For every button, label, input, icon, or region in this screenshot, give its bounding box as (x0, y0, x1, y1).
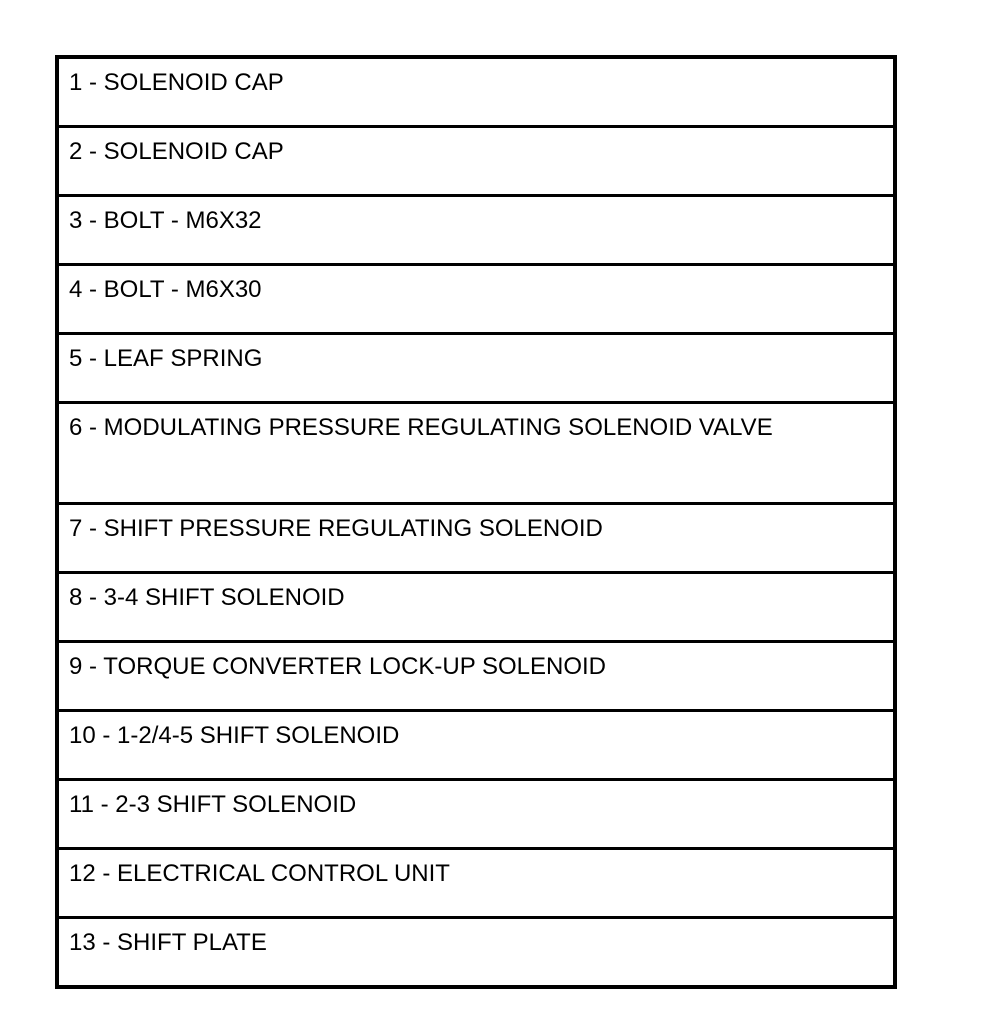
legend-row-5: 5 - LEAF SPRING (59, 335, 893, 404)
legend-row-7: 7 - SHIFT PRESSURE REGULATING SOLENOID (59, 505, 893, 574)
legend-row-12: 12 - ELECTRICAL CONTROL UNIT (59, 850, 893, 919)
legend-row-1: 1 - SOLENOID CAP (59, 59, 893, 128)
legend-row-3: 3 - BOLT - M6X32 (59, 197, 893, 266)
legend-row-2: 2 - SOLENOID CAP (59, 128, 893, 197)
parts-legend-table (55, 55, 897, 989)
legend-row-9: 9 - TORQUE CONVERTER LOCK-UP SOLENOID (59, 643, 893, 712)
legend-row-6: 6 - MODULATING PRESSURE REGULATING SOLENOID VALVE (59, 404, 893, 505)
legend-row-13: 13 - SHIFT PLATE (69, 929, 267, 956)
legend-row-8: 8 - 3-4 SHIFT SOLENOID (59, 574, 893, 643)
legend-row-11: 11 - 2-3 SHIFT SOLENOID (59, 781, 893, 850)
legend-row-4: 4 - BOLT - M6X30 (59, 266, 893, 335)
legend-row-10: 10 - 1-2/4-5 SHIFT SOLENOID (59, 712, 893, 781)
